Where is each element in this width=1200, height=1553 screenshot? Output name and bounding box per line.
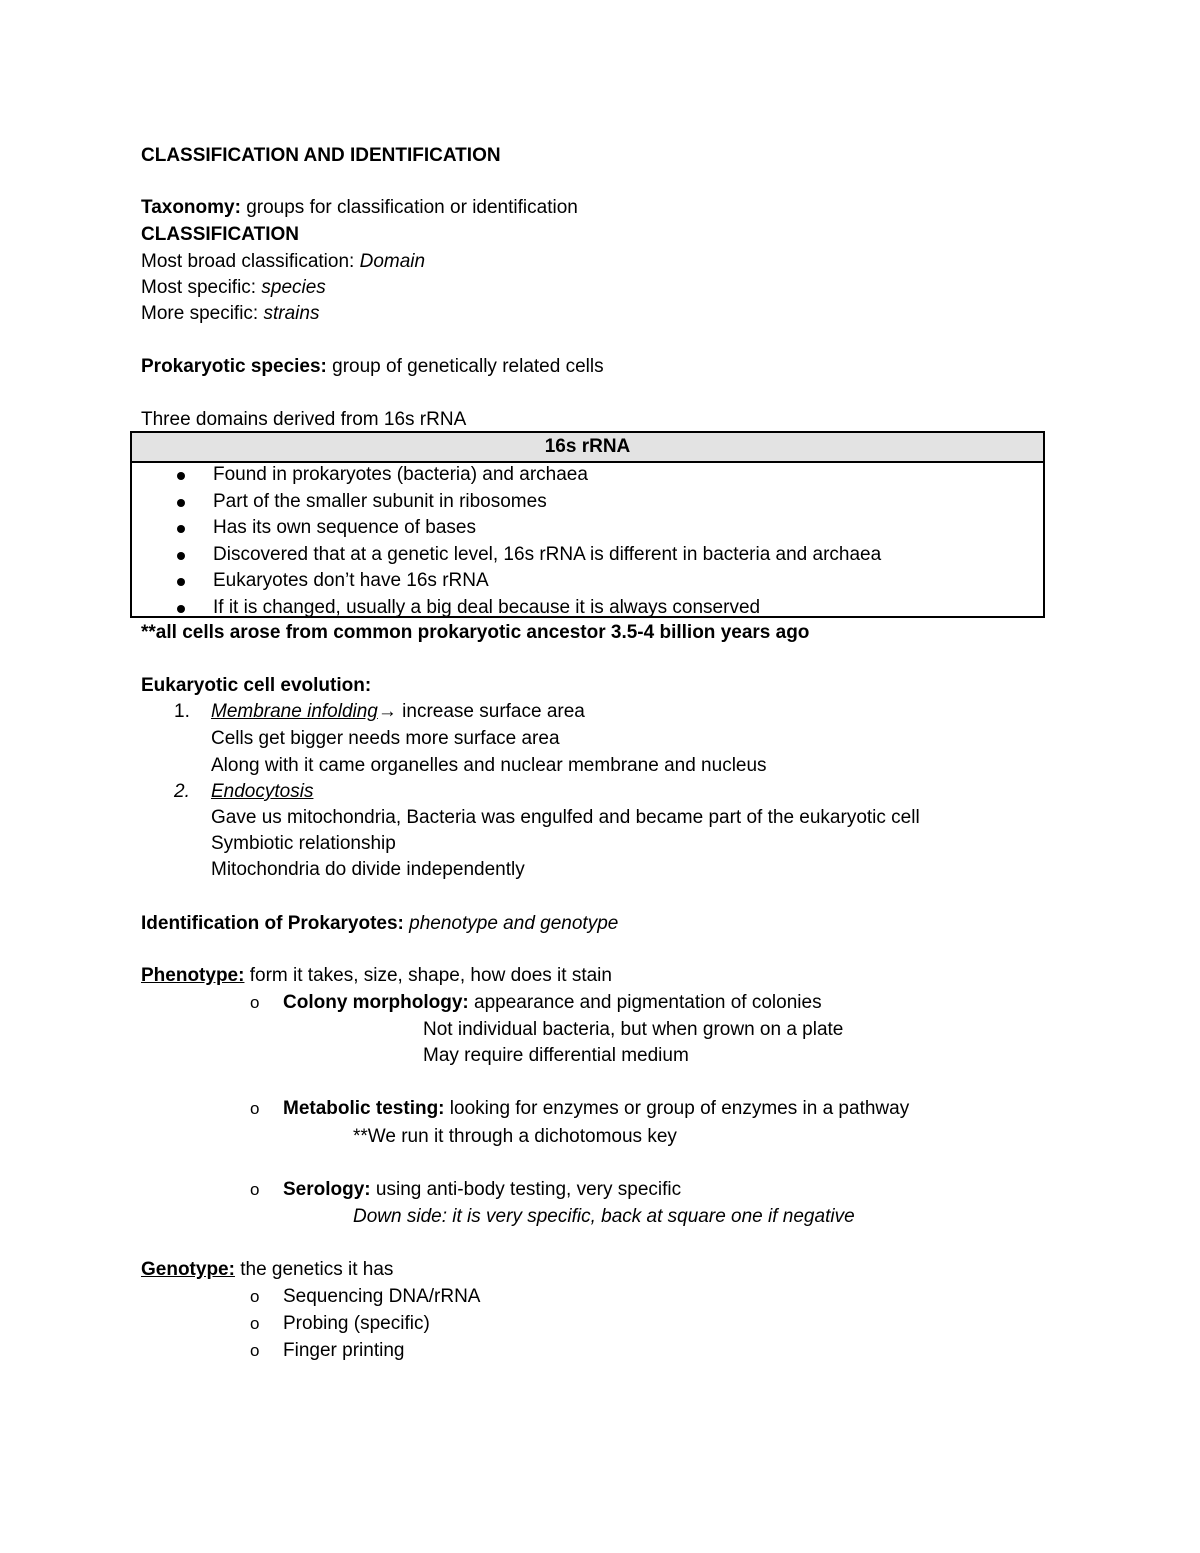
evolution-heading: Eukaryotic cell evolution: (141, 675, 372, 696)
most-specific-text: Most specific: (141, 277, 262, 298)
genotype-text: the genetics it has (234, 1259, 394, 1280)
genotype-term: Genotype: (141, 1259, 235, 1280)
arrow-right-icon: → (377, 701, 397, 722)
circle-bullet-icon: o (250, 1314, 260, 1333)
most-specific-line (141, 276, 326, 300)
identification-em: phenotype and genotype (403, 913, 619, 934)
more-specific-line (141, 302, 319, 326)
bullet-icon (177, 578, 185, 586)
taxonomy-text: groups for classification or identification (240, 197, 578, 218)
evolution-item-2-line: Gave us mitochondria, Bacteria was engulfed and became part of the eukaryotic cell (211, 807, 920, 828)
evolution-item-2-line: Mitochondria do divide independently (211, 859, 525, 880)
rrna-item: Part of the smaller subunit in ribosomes (213, 491, 547, 512)
rrna-item: If it is changed, usually a big deal because it is always conserved (213, 597, 761, 618)
rrna-item: Eukaryotes don’t have 16s rRNA (213, 570, 489, 591)
serology-text: using anti-body testing, very specific (370, 1179, 682, 1200)
circle-bullet-icon: o (250, 1180, 260, 1199)
evolution-item-1-line: Along with it came organelles and nuclear membrane and nucleus (211, 755, 767, 776)
genotype-item: Finger printing (283, 1340, 405, 1361)
prokaryotic-species-text: group of genetically related cells (326, 356, 604, 377)
more-specific-em: strains (263, 303, 320, 324)
evolution-item-1 (211, 700, 585, 724)
most-specific-em: species (261, 277, 326, 298)
three-domains-line: Three domains derived from 16s rRNA (141, 409, 467, 430)
genotype-item: Probing (specific) (283, 1313, 430, 1334)
taxonomy-line (141, 196, 578, 220)
colony-morphology-term: Colony morphology: (283, 992, 469, 1013)
prokaryotic-species-line (141, 355, 604, 379)
evolution-item-1-line: Cells get bigger needs more surface area (211, 728, 560, 749)
phenotype-text: form it takes, size, shape, how does it stain (244, 965, 612, 986)
genotype-item: Sequencing DNA/rRNA (283, 1286, 481, 1307)
bullet-icon (177, 472, 185, 480)
rrna-item: Has its own sequence of bases (213, 517, 476, 538)
circle-bullet-icon: o (250, 993, 260, 1012)
circle-bullet-icon: o (250, 1341, 260, 1360)
membrane-infolding-text: increase surface area (396, 701, 585, 722)
bullet-icon (177, 525, 185, 533)
endocytosis-term: Endocytosis (211, 781, 314, 802)
metabolic-testing-note: **We run it through a dichotomous key (353, 1126, 677, 1147)
phenotype-line (141, 964, 612, 988)
colony-morphology-detail: May require differential medium (423, 1045, 689, 1066)
rrna-table (130, 431, 1045, 618)
rrna-table-header: 16s rRNA (132, 433, 1043, 463)
most-broad-em: Domain (359, 251, 426, 272)
rrna-item: Found in prokaryotes (bacteria) and archaea (213, 464, 588, 485)
document-title: CLASSIFICATION AND IDENTIFICATION (141, 145, 501, 166)
classification-heading: CLASSIFICATION (141, 224, 299, 245)
ancestor-note: **all cells arose from common prokaryotic ancestor 3.5-4 billion years ago (141, 622, 810, 643)
serology-line (283, 1178, 681, 1202)
colony-morphology-detail: Not individual bacteria, but when grown on a plate (423, 1019, 844, 1040)
evolution-item-2-line: Symbiotic relationship (211, 833, 396, 854)
most-broad-line (141, 250, 425, 274)
serology-term: Serology: (283, 1179, 371, 1200)
bullet-icon (177, 552, 185, 560)
serology-note: Down side: it is very specific, back at square one if negative (353, 1206, 855, 1227)
rrna-item: Discovered that at a genetic level, 16s rRNA is different in bacteria and archaea (213, 544, 882, 565)
metabolic-testing-text: looking for enzymes or group of enzymes in a pathway (444, 1098, 910, 1119)
metabolic-testing-line (283, 1097, 909, 1121)
metabolic-testing-term: Metabolic testing: (283, 1098, 445, 1119)
list-number: 2. (174, 781, 190, 802)
genotype-line (141, 1258, 393, 1282)
colony-morphology-line (283, 991, 822, 1015)
identification-line (141, 912, 618, 936)
prokaryotic-species-term: Prokaryotic species: (141, 356, 327, 377)
list-number: 1. (174, 701, 190, 722)
taxonomy-term: Taxonomy: (141, 197, 241, 218)
membrane-infolding-term: Membrane infolding (211, 701, 378, 722)
most-broad-text: Most broad classification: (141, 251, 360, 272)
circle-bullet-icon: o (250, 1099, 260, 1118)
phenotype-term: Phenotype: (141, 965, 245, 986)
bullet-icon (177, 499, 185, 507)
more-specific-text: More specific: (141, 303, 264, 324)
colony-morphology-text: appearance and pigmentation of colonies (468, 992, 822, 1013)
circle-bullet-icon: o (250, 1287, 260, 1306)
bullet-icon (177, 605, 185, 613)
identification-term: Identification of Prokaryotes: (141, 913, 404, 934)
